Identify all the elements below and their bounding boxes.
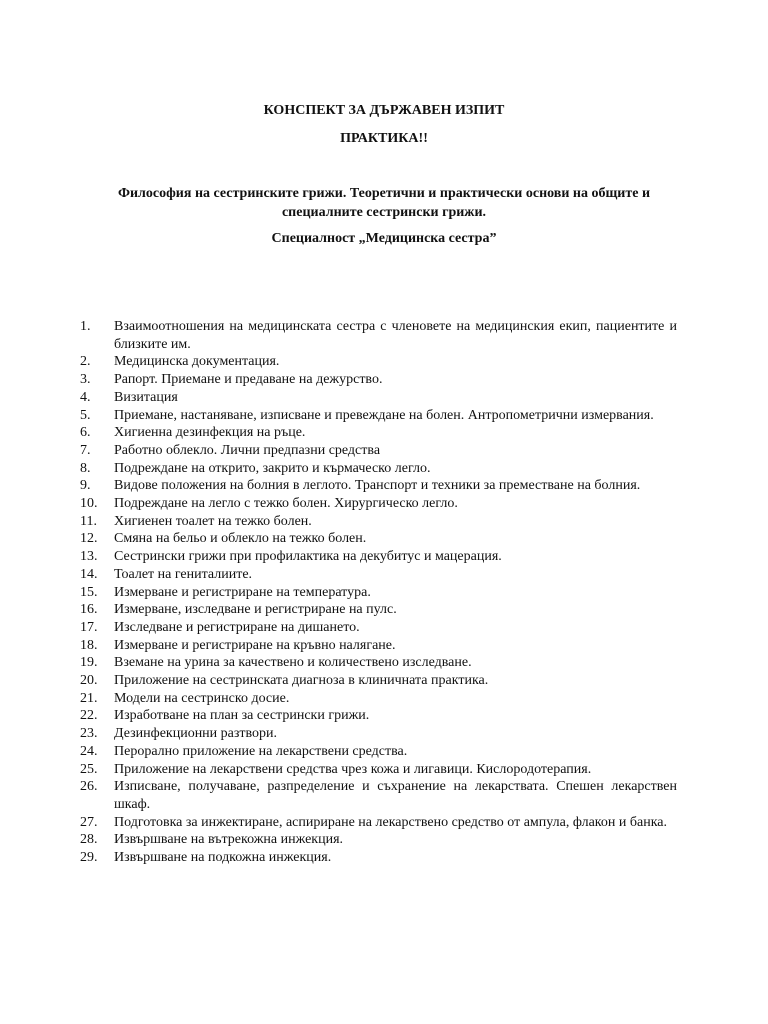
list-item-text: Работно облекло. Лични предпазни средства xyxy=(114,442,381,458)
list-item xyxy=(80,619,677,637)
list-item-number: 28. xyxy=(80,832,98,848)
list-item-number: 13. xyxy=(80,549,98,565)
list-item xyxy=(80,654,677,672)
list-item xyxy=(80,318,677,353)
list-item-text: Вземане на урина за качествено и количествено изследване. xyxy=(114,655,472,671)
list-item-number: 2. xyxy=(80,354,91,370)
list-item xyxy=(80,389,677,407)
list-item-number: 27. xyxy=(80,814,98,830)
list-item-number: 1. xyxy=(80,319,91,334)
list-item-text: Видове положения на болния в леглото. Транспорт и техники за преместване на болния. xyxy=(114,478,641,494)
list-item-number: 5. xyxy=(80,407,91,423)
list-item xyxy=(80,601,677,619)
list-item-text: Измерване и регистриране на кръвно налягане. xyxy=(114,637,396,653)
list-item-text: Приложение на лекарствени средства чрез кожа и лигавици. Кислородотерапия. xyxy=(114,761,592,777)
list-item-text: Извършване на подкожна инжекция. xyxy=(114,850,332,866)
list-item-text: Изследване и регистриране на дишането. xyxy=(114,619,360,635)
list-item-number: 24. xyxy=(80,743,98,759)
list-item-number: 16. xyxy=(80,602,98,618)
document-subtitle-practice: ПРАКТИКА!! xyxy=(340,131,428,146)
list-item-number: 20. xyxy=(80,673,98,689)
list-item xyxy=(80,460,677,478)
list-item-number: 4. xyxy=(80,389,91,405)
course-description: Философия на сестринските грижи. Теоретични и практически основи на общите и специалните сестрински грижи. xyxy=(117,186,651,220)
list-item-text: Изработване на план за сестрински грижи. xyxy=(114,708,370,724)
list-item xyxy=(80,725,677,743)
list-item xyxy=(80,584,677,602)
list-item-number: 11. xyxy=(80,513,97,529)
list-item-number: 7. xyxy=(80,442,91,458)
list-item-text: Хигиенна дезинфекция на ръце. xyxy=(114,425,306,441)
list-item-number: 23. xyxy=(80,726,98,742)
list-item xyxy=(80,548,677,566)
list-item-text: Визитация xyxy=(114,389,178,405)
list-item-number: 10. xyxy=(80,496,98,512)
list-item xyxy=(80,814,677,832)
list-item xyxy=(80,743,677,761)
list-item xyxy=(80,407,677,425)
list-item-number: 8. xyxy=(80,460,91,476)
specialty-label: Специалност „Медицинска сестра” xyxy=(271,231,497,246)
list-item-text: Взаимоотношения на медицинската сестра с членовете на медицинския екип, пациентите и близките им. xyxy=(114,319,677,352)
list-item-text: Измерване и регистриране на температура. xyxy=(114,584,371,600)
list-item-text: Рапорт. Приемане и предаване на дежурство. xyxy=(114,372,383,388)
list-item-text: Модели на сестринско досие. xyxy=(114,690,290,706)
list-item xyxy=(80,672,677,690)
list-item xyxy=(80,690,677,708)
list-item xyxy=(80,371,677,389)
list-item-text: Приемане, настаняване, изписване и превеждане на болен. Антропометрични измервания. xyxy=(114,407,654,423)
list-item-text: Подреждане на открито, закрито и кърмаческо легло. xyxy=(114,460,431,476)
list-item xyxy=(80,849,677,867)
list-item-text: Подреждане на легло с тежко болен. Хирургическо легло. xyxy=(114,496,458,512)
list-item xyxy=(80,707,677,725)
list-item-number: 9. xyxy=(80,478,91,494)
list-item-number: 15. xyxy=(80,584,98,600)
list-item-text: Смяна на бельо и облекло на тежко болен. xyxy=(114,531,367,547)
list-item-text: Сестрински грижи при профилактика на декубитус и мацерация. xyxy=(114,549,502,565)
list-item-text: Подготовка за инжектиране, аспириране на лекарствено средство от ампула, флакон и банка. xyxy=(114,814,667,830)
list-item-number: 18. xyxy=(80,637,98,653)
list-item-text: Извършване на вътрекожна инжекция. xyxy=(114,832,344,848)
list-item-number: 6. xyxy=(80,425,91,441)
list-item xyxy=(80,831,677,849)
list-item xyxy=(80,778,677,813)
list-item-text: Медицинска документация. xyxy=(114,354,280,370)
topic-list xyxy=(80,318,677,867)
list-item xyxy=(80,566,677,584)
list-item xyxy=(80,530,677,548)
list-item-number: 17. xyxy=(80,619,98,635)
list-item xyxy=(80,442,677,460)
list-item-number: 21. xyxy=(80,690,98,706)
list-item-text: Дезинфекционни разтвори. xyxy=(114,726,278,742)
list-item-number: 19. xyxy=(80,655,98,671)
list-item-text: Хигиенен тоалет на тежко болен. xyxy=(114,513,312,529)
document-title: КОНСПЕКТ ЗА ДЪРЖАВЕН ИЗПИТ xyxy=(263,103,505,118)
list-item-number: 12. xyxy=(80,531,98,547)
list-item xyxy=(80,424,677,442)
list-item xyxy=(80,495,677,513)
list-item xyxy=(80,353,677,371)
list-item-number: 29. xyxy=(80,850,98,866)
list-item-number: 26. xyxy=(80,779,98,795)
list-item xyxy=(80,637,677,655)
list-item-text: Измерване, изследване и регистриране на пулс. xyxy=(114,602,397,618)
list-item-text: Перорално приложение на лекарствени средства. xyxy=(114,743,408,759)
list-item-text: Изписване, получаване, разпределение и съхранение на лекарствата. Спешен лекарствен шкаф. xyxy=(114,779,677,812)
list-item xyxy=(80,513,677,531)
list-item-text: Приложение на сестринската диагноза в клиничната практика. xyxy=(114,673,489,689)
list-item-number: 3. xyxy=(80,372,91,388)
list-item-text: Тоалет на гениталиите. xyxy=(114,566,253,582)
list-item xyxy=(80,477,677,495)
list-item xyxy=(80,761,677,779)
list-item-number: 22. xyxy=(80,708,98,724)
list-item-number: 14. xyxy=(80,566,98,582)
list-item-number: 25. xyxy=(80,761,98,777)
